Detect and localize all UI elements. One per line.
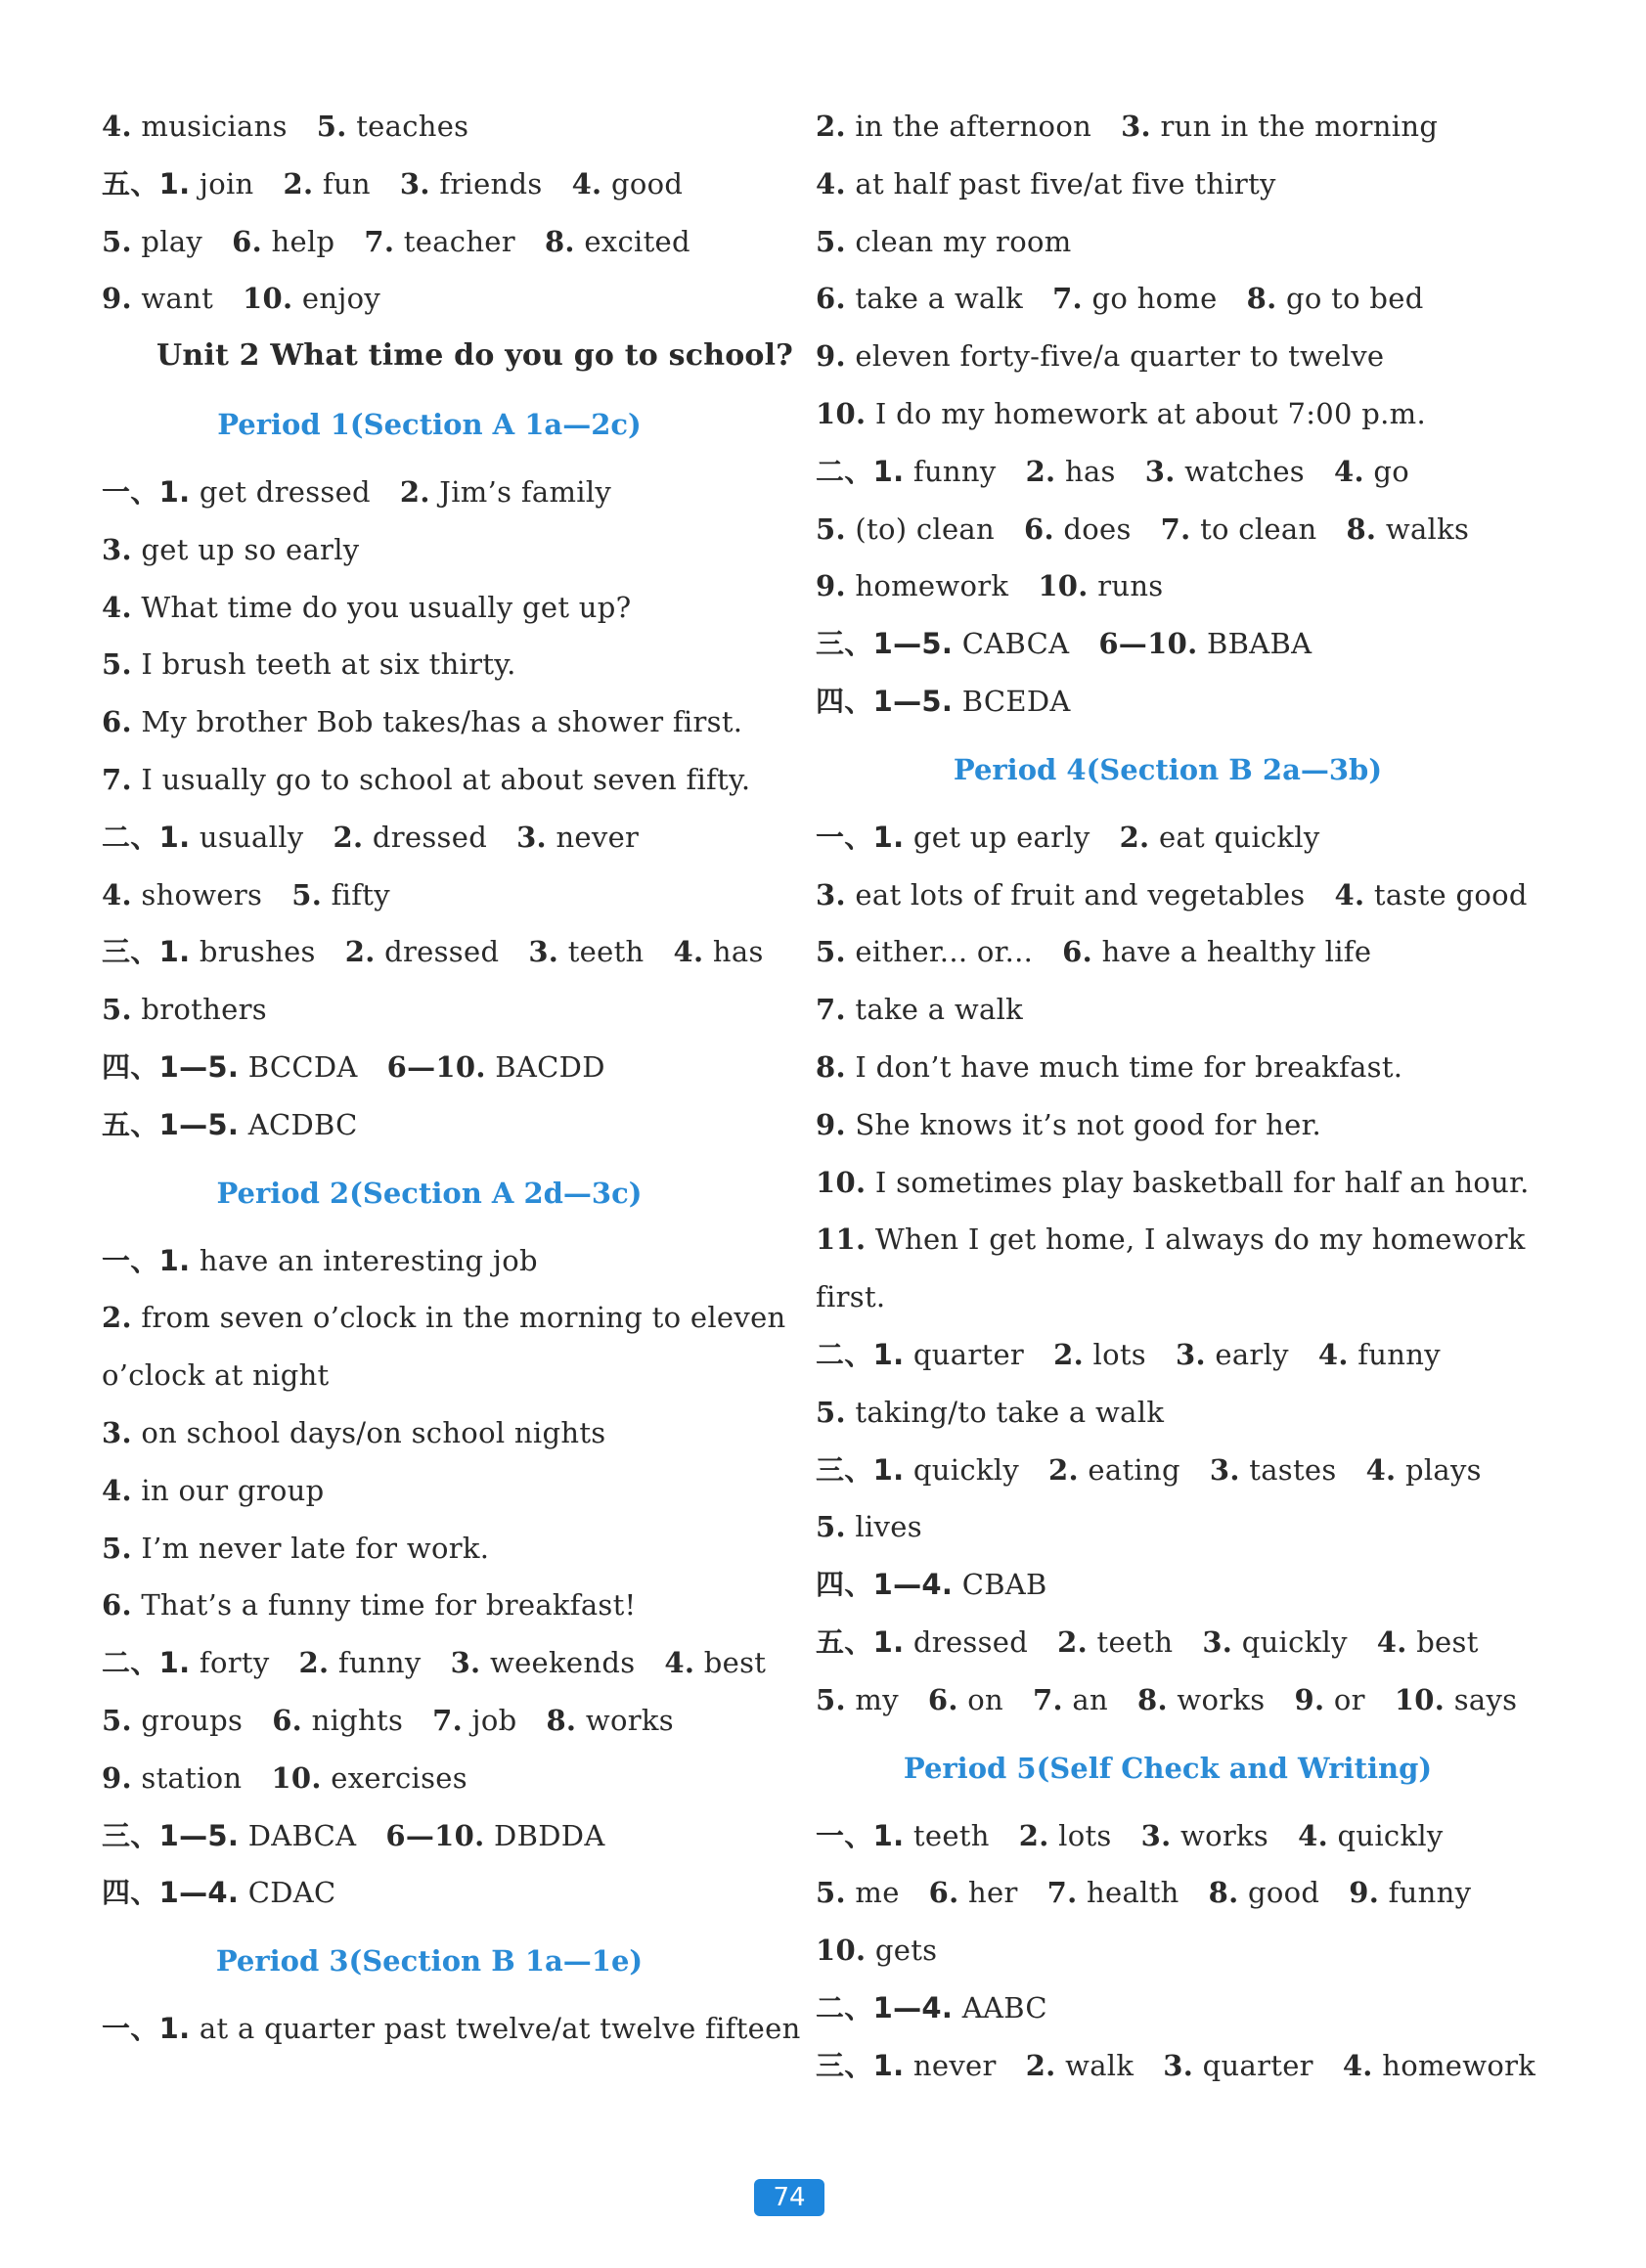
answer-line: 5. I brush teeth at six thirty. (102, 647, 516, 682)
answer-line: 一、1. have an interesting job (102, 1243, 538, 1277)
answer-line: 四、1—4. CBAB (816, 1568, 1047, 1602)
answer-line: 3. get up so early (102, 532, 360, 566)
period-heading: Period 5(Self Check and Writing) (903, 1751, 1433, 1785)
period-heading: Period 2(Section A 2d—3c) (216, 1176, 643, 1210)
answer-line: 9. homework 10. runs (816, 569, 1164, 603)
answer-line: 3. eat lots of fruit and vegetables 4. taste good (816, 877, 1528, 912)
answer-line: 二、1—4. AABC (816, 1990, 1047, 2024)
answer-line: 9. want 10. enjoy (102, 282, 381, 316)
answer-line: 三、1. brushes 2. dressed 3. teeth 4. has (102, 935, 764, 969)
answer-line: 5. lives (816, 1510, 922, 1544)
left-column (102, 98, 801, 2058)
answer-line: 四、1—5. BCCDA 6—10. BACDD (102, 1049, 605, 1084)
answer-line: 五、1. join 2. fun 3. friends 4. good (102, 166, 684, 200)
answer-line: 4. at half past five/at five thirty (816, 166, 1276, 200)
answer-line: 2. in the afternoon 3. run in the morning (816, 110, 1439, 143)
answer-line: 9. She knows it’s not good for her. (816, 1107, 1322, 1141)
answer-line: first. (816, 1280, 886, 1314)
answer-line: 五、1—5. ACDBC (102, 1107, 358, 1141)
answer-line: 5. my 6. on 7. an 8. works 9. or 10. says (816, 1682, 1518, 1716)
answer-line: 5. either... or... 6. have a healthy life (816, 935, 1372, 969)
answer-line: 5. groups 6. nights 7. job 8. works (102, 1703, 674, 1737)
answer-line: 一、1. at a quarter past twelve/at twelve fifteen (102, 2012, 801, 2046)
answer-line: 10. I do my homework at about 7:00 p.m. (816, 396, 1426, 430)
answer-line: 一、1. teeth 2. lots 3. works 4. quickly (816, 1818, 1444, 1852)
answer-line: 8. I don’t have much time for breakfast. (816, 1049, 1403, 1084)
answer-line: 二、1. quarter 2. lots 3. early 4. funny (816, 1337, 1441, 1371)
answer-line: 2. from seven o’clock in the morning to eleven (102, 1301, 786, 1335)
answer-line: 5. taking/to take a walk (816, 1395, 1165, 1429)
answer-line: 9. station 10. exercises (102, 1760, 467, 1795)
period-heading: Period 1(Section A 1a—2c) (217, 407, 642, 441)
answer-line: 6. My brother Bob takes/has a shower first. (102, 705, 743, 739)
answer-line: 4. What time do you usually get up? (102, 590, 632, 624)
answer-line: 5. I’m never late for work. (102, 1531, 490, 1565)
answer-line: 四、1—5. BCEDA (816, 684, 1071, 718)
answer-line: 11. When I get home, I always do my homework (816, 1223, 1526, 1257)
answer-line: 9. eleven forty-five/a quarter to twelve (816, 339, 1385, 374)
answer-line: 四、1—4. CDAC (102, 1876, 336, 1910)
answer-line: 10. gets (816, 1934, 938, 1968)
answer-line: 三、1—5. DABCA 6—10. DBDDA (102, 1818, 605, 1852)
answer-line: 10. I sometimes play basketball for half an hour. (816, 1165, 1530, 1199)
answer-line: 5. clean my room (816, 224, 1072, 258)
answer-line: 5. brothers (102, 993, 267, 1027)
answer-line: 三、1. quickly 2. eating 3. tastes 4. plays (816, 1452, 1482, 1487)
answer-line: 一、1. get up early 2. eat quickly (816, 820, 1320, 854)
answer-line: 二、1. funny 2. has 3. watches 4. go (816, 454, 1409, 488)
answer-line: 4. showers 5. fifty (102, 877, 390, 912)
answer-line: 5. play 6. help 7. teacher 8. excited (102, 224, 690, 258)
right-column (816, 98, 1536, 2095)
answer-line: 二、1. forty 2. funny 3. weekends 4. best (102, 1646, 767, 1680)
answer-line: 一、1. get dressed 2. Jim’s family (102, 474, 612, 509)
answer-line: 三、1. never 2. walk 3. quarter 4. homework (816, 2048, 1536, 2082)
answer-line: 三、1—5. CABCA 6—10. BBABA (816, 627, 1312, 661)
period-heading: Period 3(Section B 1a—1e) (215, 1944, 644, 1979)
answer-line: 4. in our group (102, 1473, 325, 1507)
unit-title: Unit 2 What time do you go to school? (156, 338, 793, 374)
answer-line: 6. That’s a funny time for breakfast! (102, 1588, 637, 1623)
answer-line: 五、1. dressed 2. teeth 3. quickly 4. best (816, 1624, 1479, 1659)
answer-line: 7. I usually go to school at about seven fifty. (102, 762, 751, 796)
answer-line: o’clock at night (102, 1358, 330, 1393)
answer-line: 5. me 6. her 7. health 8. good 9. funny (816, 1876, 1472, 1910)
answer-line: 6. take a walk 7. go home 8. go to bed (816, 282, 1424, 316)
answer-line: 5. (to) clean 6. does 7. to clean 8. walks (816, 511, 1470, 546)
answer-line: 7. take a walk (816, 993, 1024, 1027)
period-heading: Period 4(Section B 2a—3b) (953, 752, 1383, 786)
answer-line: 二、1. usually 2. dressed 3. never (102, 820, 640, 854)
answer-line: 3. on school days/on school nights (102, 1415, 606, 1449)
page-number: 74 (754, 2179, 824, 2216)
answer-line: 4. musicians 5. teaches (102, 110, 469, 143)
